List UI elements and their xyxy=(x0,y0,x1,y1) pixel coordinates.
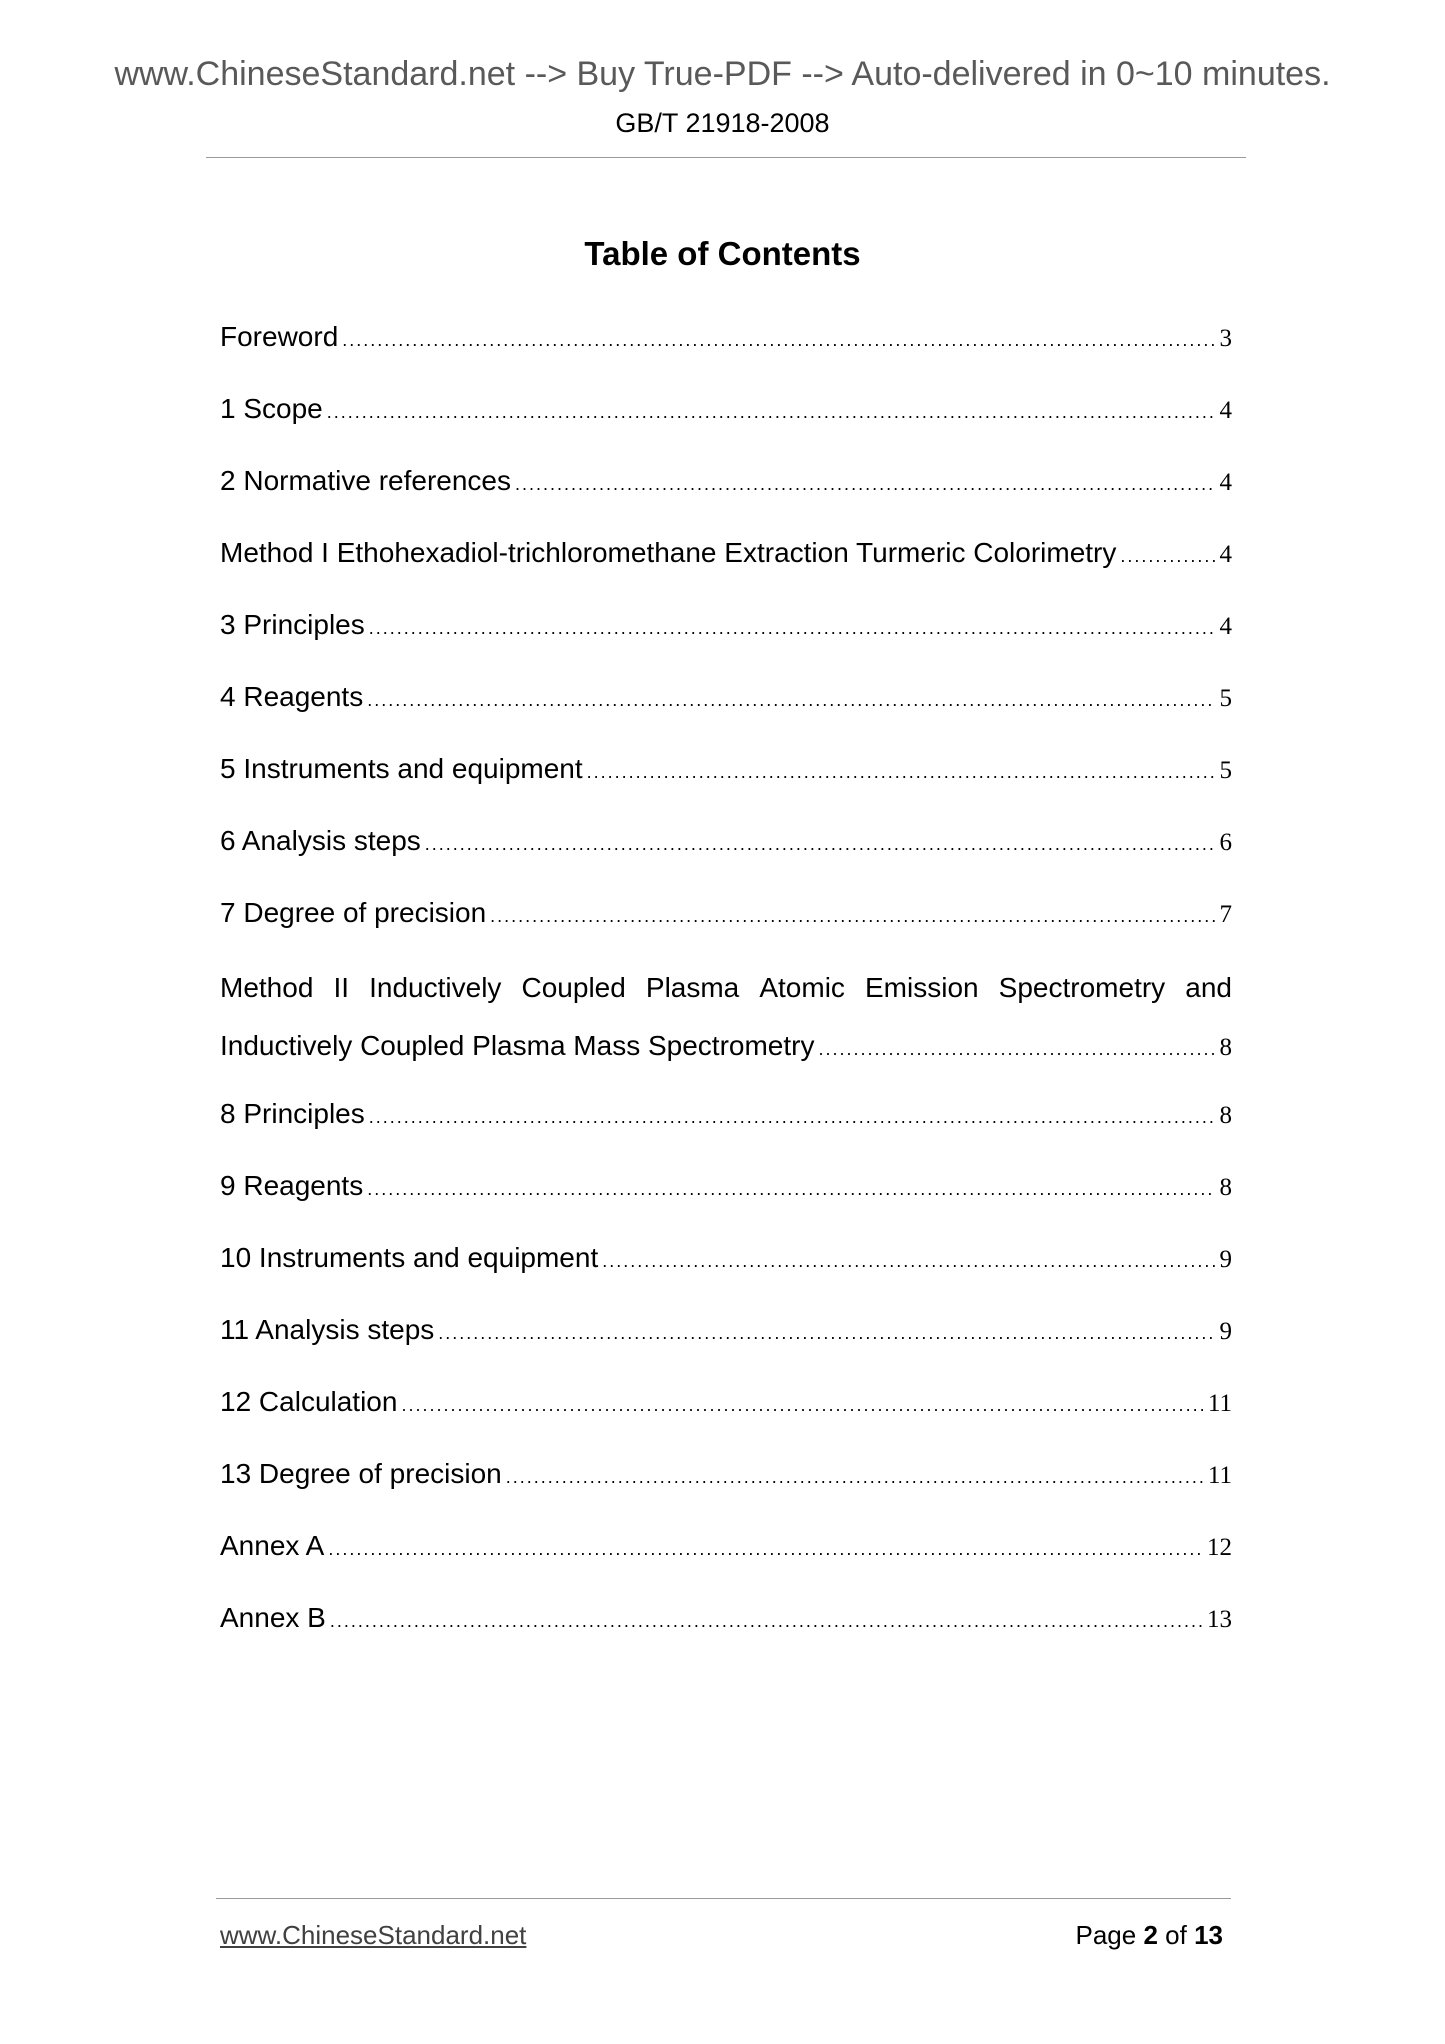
label-word: Method xyxy=(220,972,314,1003)
toc-entry-page: 6 xyxy=(1219,829,1232,856)
toc-entry-method-i[interactable] xyxy=(220,527,1232,599)
toc-entry-page: 4 xyxy=(1219,541,1232,568)
label-word: Emission xyxy=(865,972,979,1003)
toc-entry-page: 8 xyxy=(1219,1102,1232,1129)
toc-entry-instruments-icp[interactable] xyxy=(220,1232,1232,1304)
toc-entry-method-ii[interactable] xyxy=(220,959,1232,1088)
dot-leader xyxy=(425,818,1216,870)
toc-entry-page: 8 xyxy=(1219,1174,1232,1201)
toc-entry-scope[interactable] xyxy=(220,383,1232,455)
page-total: 13 xyxy=(1194,1920,1223,1950)
dot-leader xyxy=(330,1595,1203,1647)
page-of: of xyxy=(1165,1920,1187,1950)
toc-entry-analysis-steps[interactable] xyxy=(220,815,1232,887)
toc-entry-page: 4 xyxy=(1219,469,1232,496)
toc-entry-page: 9 xyxy=(1219,1318,1232,1345)
toc-entry-page: 11 xyxy=(1207,1390,1232,1417)
toc-entry-reagents[interactable] xyxy=(220,671,1232,743)
toc-entry-foreword[interactable] xyxy=(220,311,1232,383)
toc-entry-label: Annex B xyxy=(220,1602,326,1633)
label-word: II xyxy=(333,972,350,1003)
dot-leader xyxy=(490,890,1215,942)
toc-title: Table of Contents xyxy=(584,235,861,272)
dot-leader xyxy=(587,746,1216,798)
dot-leader xyxy=(602,1235,1215,1287)
dot-leader xyxy=(367,674,1215,726)
page-number xyxy=(1075,1920,1223,1951)
toc-entry-label: Inductively Coupled Plasma Mass Spectrometry xyxy=(220,1030,815,1061)
toc-entry-page: 11 xyxy=(1207,1462,1232,1489)
toc-entry-page: 7 xyxy=(1219,901,1232,928)
toc-entry-page: 9 xyxy=(1219,1246,1232,1273)
toc-entry-degree-of-precision[interactable] xyxy=(220,887,1232,959)
toc-entry-normative-references[interactable] xyxy=(220,455,1232,527)
toc-entry-label: 8 Principles xyxy=(220,1098,365,1129)
label-word: and xyxy=(1185,972,1232,1003)
toc-entry-label: 11 Analysis steps xyxy=(220,1314,435,1345)
toc-entry-label: 3 Principles xyxy=(220,609,365,640)
dot-leader xyxy=(367,1163,1215,1215)
toc-entry-page: 4 xyxy=(1219,613,1232,640)
site-banner[interactable]: www.ChineseStandard.net --> Buy True-PDF --> Auto-delivered in 0~10 minutes. xyxy=(114,55,1331,93)
toc-entry-page: 3 xyxy=(1219,325,1232,352)
page-prefix: Page xyxy=(1075,1920,1137,1950)
dot-leader xyxy=(438,1307,1215,1359)
header-divider xyxy=(206,157,1246,158)
toc-entry-instruments[interactable] xyxy=(220,743,1232,815)
toc-list xyxy=(220,311,1232,1664)
dot-leader xyxy=(506,1451,1204,1503)
page-current: 2 xyxy=(1143,1920,1158,1950)
toc-entry-analysis-steps-icp[interactable] xyxy=(220,1304,1232,1376)
toc-entry-principles-icp[interactable] xyxy=(220,1088,1232,1160)
toc-entry-page: 4 xyxy=(1219,397,1232,424)
dot-leader xyxy=(515,458,1215,510)
dot-leader xyxy=(328,1523,1203,1575)
toc-entry-label: Annex A xyxy=(220,1530,325,1561)
dot-leader xyxy=(327,386,1216,438)
toc-entry-label: Foreword xyxy=(220,321,339,352)
toc-entry-label: 7 Degree of precision xyxy=(220,897,487,928)
toc-entry-page: 13 xyxy=(1207,1606,1232,1633)
toc-entry-label: 13 Degree of precision xyxy=(220,1458,502,1489)
toc-entry-page: 5 xyxy=(1219,685,1232,712)
dot-leader xyxy=(342,314,1215,366)
dot-leader xyxy=(369,602,1216,654)
toc-entry-annex-a[interactable] xyxy=(220,1520,1232,1592)
label-word: Spectrometry xyxy=(998,972,1166,1003)
toc-entry-page: 8 xyxy=(1219,1034,1232,1061)
dot-leader xyxy=(818,1020,1215,1078)
dot-leader xyxy=(401,1379,1203,1431)
label-word: Coupled xyxy=(521,972,626,1003)
standard-code: GB/T 21918-2008 xyxy=(615,108,830,138)
toc-entry-label: 1 Scope xyxy=(220,393,323,424)
toc-entry-label: 2 Normative references xyxy=(220,465,512,496)
toc-entry-degree-of-precision-icp[interactable] xyxy=(220,1448,1232,1520)
toc-entry-annex-b[interactable] xyxy=(220,1592,1232,1664)
toc-entry-label: 9 Reagents xyxy=(220,1170,364,1201)
toc-entry-calculation[interactable] xyxy=(220,1376,1232,1448)
toc-entry-page: 5 xyxy=(1219,757,1232,784)
label-word: Plasma xyxy=(645,972,740,1003)
dot-leader xyxy=(369,1091,1216,1143)
toc-entry-label: 10 Instruments and equipment xyxy=(220,1242,599,1273)
label-word: Inductively xyxy=(369,972,502,1003)
toc-entry-label-line-one xyxy=(220,959,1232,1017)
label-word: Atomic xyxy=(759,972,845,1003)
toc-entry-label: 6 Analysis steps xyxy=(220,825,421,856)
toc-entry-page: 12 xyxy=(1207,1534,1232,1561)
toc-entry-reagents-icp[interactable] xyxy=(220,1160,1232,1232)
toc-entry-principles[interactable] xyxy=(220,599,1232,671)
footer-site-link[interactable]: www.ChineseStandard.net xyxy=(220,1920,527,1950)
toc-entry-label: 12 Calculation xyxy=(220,1386,398,1417)
dot-leader xyxy=(1120,530,1215,582)
toc-entry-label: Method I Ethohexadiol-trichloromethane Extraction Turmeric Colorimetry xyxy=(220,537,1117,568)
toc-entry-label-line-two xyxy=(220,1017,1232,1075)
toc-entry-label: 4 Reagents xyxy=(220,681,364,712)
toc-entry-label: 5 Instruments and equipment xyxy=(220,753,583,784)
footer-divider xyxy=(216,1898,1231,1899)
